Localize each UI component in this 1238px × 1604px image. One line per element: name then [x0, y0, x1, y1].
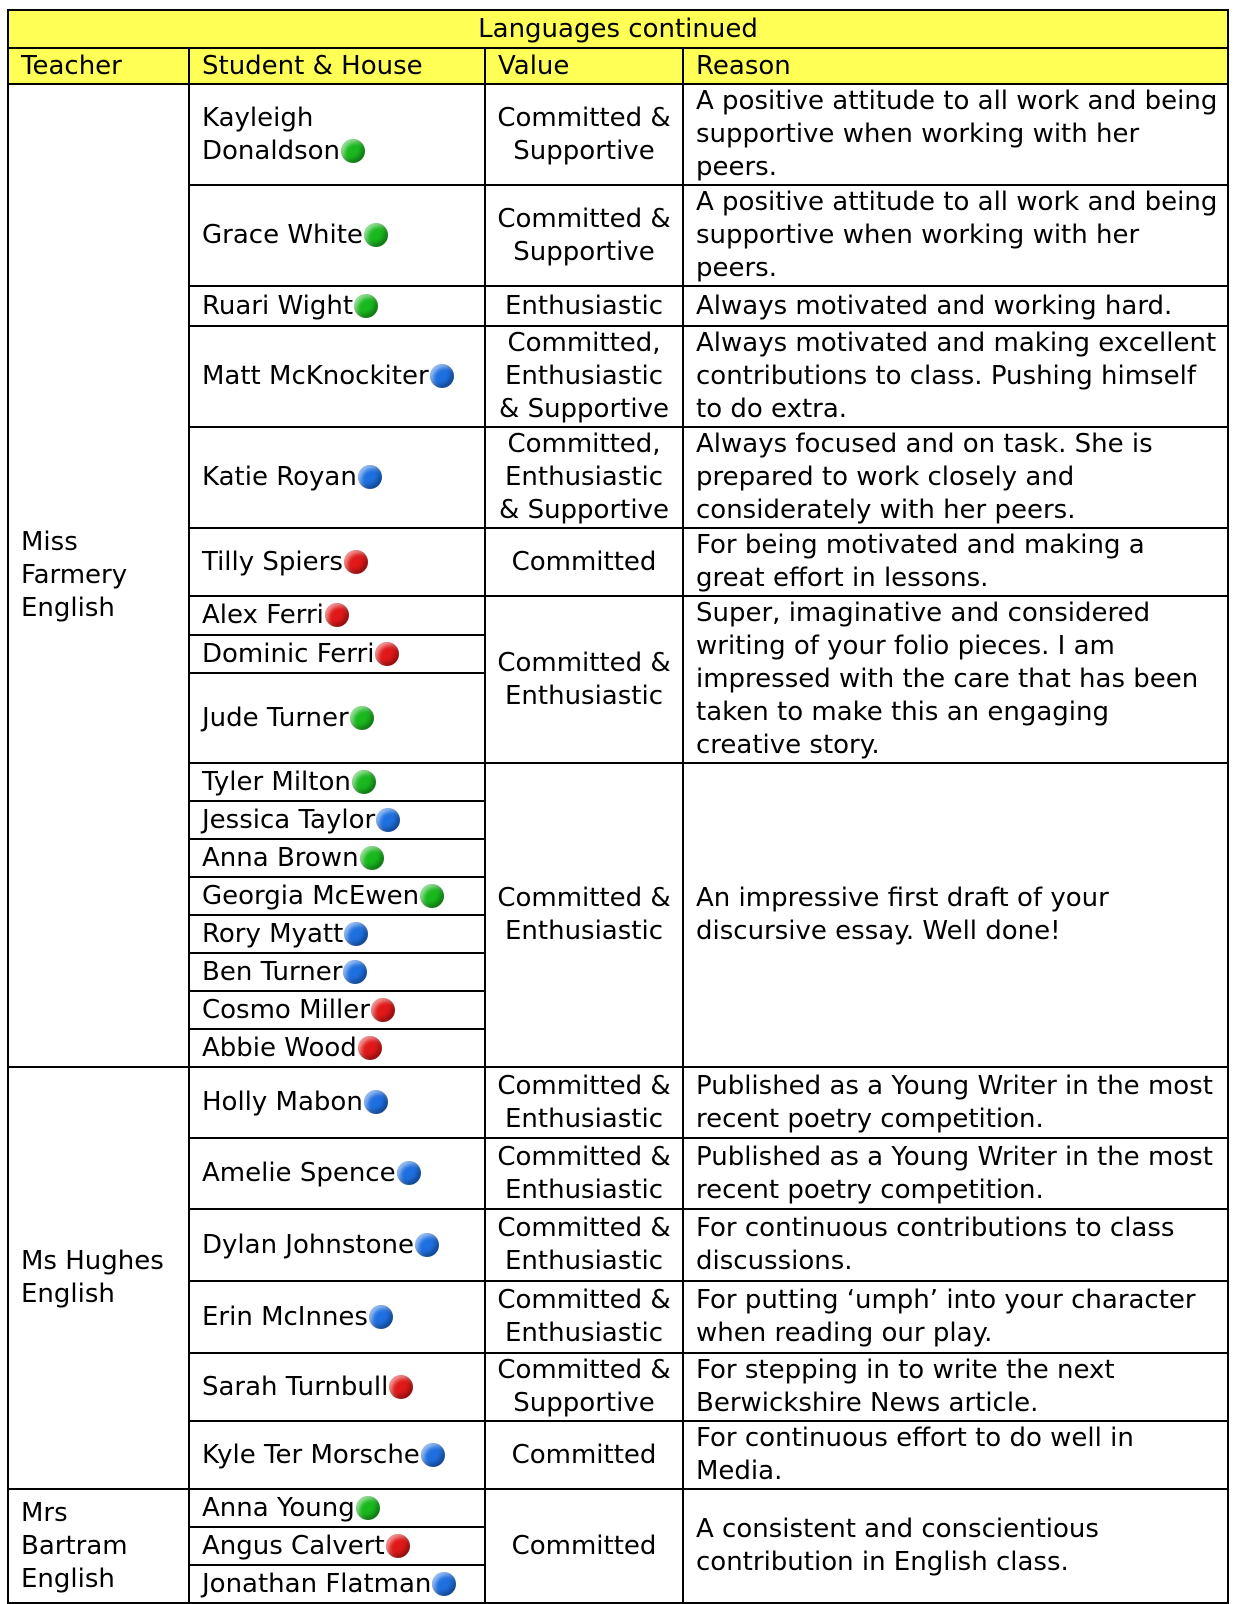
student-cell [189, 839, 485, 877]
student-name: Katie Royan [202, 462, 357, 492]
table-row [8, 185, 1228, 286]
reason-cell: For putting ‘umph’ into your character when reading our play. [683, 1281, 1228, 1353]
student-name: Jude Turner [202, 702, 349, 733]
value-cell [485, 1281, 683, 1353]
reason-cell: For continuous effort to do well in Media. [683, 1421, 1228, 1489]
house-dot-icon [364, 223, 388, 247]
student-cell [189, 326, 485, 427]
value-text: Enthusiastic [504, 680, 664, 711]
header-student: Student & House [189, 48, 485, 84]
student-name: Jonathan Flatman [202, 1568, 432, 1599]
student-name: Cosmo Miller [202, 994, 370, 1025]
house-dot-icon [358, 1036, 382, 1060]
student-name: Anna Brown [202, 842, 359, 873]
student-cell [189, 286, 485, 326]
student-cell [189, 673, 485, 763]
teacher-name: Mrs Bartram [21, 1497, 128, 1561]
house-dot-icon [341, 139, 365, 163]
student-cell [189, 635, 485, 674]
value-cell [485, 1421, 683, 1489]
reason-cell: A positive attitude to all work and being supportive when working with her peers. [683, 84, 1228, 185]
house-dot-icon [375, 642, 399, 666]
student-name: Georgia McEwen [202, 880, 420, 911]
value-cell [485, 596, 683, 763]
house-dot-icon [430, 364, 454, 388]
teacher-cell [8, 1489, 189, 1603]
reason-cell: Always motivated and making excellent contributions to class. Pushing himself to do extra. [683, 326, 1228, 427]
reason-cell: For stepping in to write the next Berwickshire News article. [683, 1353, 1228, 1421]
value-text: Committed [511, 1439, 657, 1470]
table-row [8, 1489, 1228, 1527]
value-text: Committed & [497, 102, 671, 133]
house-dot-icon [415, 1233, 439, 1257]
table-row [8, 763, 1228, 801]
house-dot-icon [356, 1496, 380, 1520]
student-name: Amelie Spence [202, 1158, 396, 1188]
student-cell [189, 427, 485, 528]
house-dot-icon [344, 550, 368, 574]
student-name: Matt McKnockiter [202, 361, 429, 391]
value-cell [485, 1489, 683, 1603]
house-dot-icon [354, 294, 378, 318]
table-row [8, 1209, 1228, 1281]
student-name: Kyle Ter Morsche [202, 1439, 420, 1470]
value-text: Enthusiastic [504, 361, 664, 391]
value-cell [485, 763, 683, 1067]
value-text: Committed & [497, 1285, 671, 1315]
student-name: Sarah Turnbull [202, 1371, 389, 1402]
table-row [8, 1281, 1228, 1353]
house-dot-icon [432, 1572, 456, 1596]
student-name: Holly Mabon [202, 1087, 363, 1117]
student-name: Abbie Wood [202, 1032, 357, 1063]
house-dot-icon [352, 770, 376, 794]
value-cell [485, 84, 683, 185]
reason-cell: A positive attitude to all work and being supportive when working with her peers. [683, 185, 1228, 286]
value-text: Enthusiastic [504, 1174, 664, 1205]
student-cell [189, 1489, 485, 1527]
house-dot-icon [358, 465, 382, 489]
table-row [8, 1067, 1228, 1138]
student-name: Ben Turner [202, 956, 343, 987]
value-cell [485, 185, 683, 286]
value-text: Committed & [497, 647, 671, 678]
student-cell [189, 1353, 485, 1421]
student-cell [189, 1281, 485, 1353]
value-text: Enthusiastic [504, 1318, 664, 1348]
reason-cell: Always focused and on task. She is prepared to work closely and considerately with her peers. [683, 427, 1228, 528]
value-text: Committed, [507, 328, 661, 358]
house-dot-icon [376, 808, 400, 832]
value-cell [485, 1067, 683, 1138]
value-cell [485, 1138, 683, 1209]
value-text: Supportive [513, 135, 655, 166]
header-reason: Reason [683, 48, 1228, 84]
student-name: Donaldson [202, 135, 340, 166]
table-row [8, 1353, 1228, 1421]
reason-cell: A consistent and conscientious contribution in English class. [683, 1489, 1228, 1603]
value-text: Supportive [513, 1388, 655, 1418]
table-row [8, 1138, 1228, 1209]
student-cell [189, 596, 485, 635]
value-text: & Supportive [499, 394, 669, 424]
teacher-name: Miss [21, 527, 78, 557]
student-name: Ruari Wight [202, 290, 354, 321]
value-text: Committed & [497, 1141, 671, 1172]
student-name: Alex Ferri [202, 599, 324, 630]
student-cell [189, 1421, 485, 1489]
student-name: Erin McInnes [202, 1301, 368, 1332]
value-text: Enthusiastic [504, 1103, 664, 1134]
header-teacher: Teacher [8, 48, 189, 84]
student-name: Tyler Milton [202, 766, 351, 797]
teacher-cell [8, 84, 189, 1067]
value-text: Committed & [497, 1355, 671, 1385]
teacher-cell [8, 1067, 189, 1489]
teacher-subject: English [21, 1279, 115, 1309]
header-value: Value [485, 48, 683, 84]
student-name: Dylan Johnstone [202, 1229, 414, 1260]
student-cell [189, 763, 485, 801]
house-dot-icon [371, 998, 395, 1022]
teacher-name: Ms Hughes [21, 1246, 164, 1276]
table-row [8, 596, 1228, 635]
student-name: Rory Myatt [202, 918, 344, 949]
table-row [8, 528, 1228, 596]
house-dot-icon [421, 1443, 445, 1467]
value-text: Committed [511, 546, 657, 577]
student-cell [189, 991, 485, 1029]
student-cell [189, 528, 485, 596]
house-dot-icon [397, 1161, 421, 1185]
value-text: Committed & [497, 1070, 671, 1101]
value-text: Committed [511, 1530, 657, 1561]
student-name: Grace White [202, 220, 363, 250]
value-text: Enthusiastic [504, 290, 664, 321]
awards-table [7, 9, 1229, 1604]
student-cell [189, 953, 485, 991]
table-row [8, 84, 1228, 185]
student-cell [189, 1067, 485, 1138]
student-name: Tilly Spiers [202, 546, 343, 577]
value-cell [485, 427, 683, 528]
reason-cell: Published as a Young Writer in the most recent poetry competition. [683, 1067, 1228, 1138]
student-cell [189, 1138, 485, 1209]
reason-cell: Super, imaginative and considered writing of your folio pieces. I am impressed with the care that has been taken to make this an engaging creative story. [683, 596, 1228, 763]
student-cell [189, 1209, 485, 1281]
table-row [8, 1421, 1228, 1489]
value-cell [485, 528, 683, 596]
house-dot-icon [344, 922, 368, 946]
house-dot-icon [369, 1305, 393, 1329]
value-text: Enthusiastic [504, 1246, 664, 1276]
reason-cell: Always motivated and working hard. [683, 286, 1228, 326]
student-cell [189, 801, 485, 839]
value-text: Committed, [507, 429, 661, 459]
house-dot-icon [350, 706, 374, 730]
student-name: Dominic Ferri [202, 638, 375, 669]
student-cell [189, 1029, 485, 1067]
student-cell [189, 1565, 485, 1603]
reason-cell: For continuous contributions to class discussions. [683, 1209, 1228, 1281]
house-dot-icon [420, 884, 444, 908]
student-name: Angus Calvert [202, 1530, 385, 1561]
teacher-subject: English [21, 593, 115, 623]
value-text: Enthusiastic [504, 916, 664, 946]
house-dot-icon [364, 1090, 388, 1114]
value-cell [485, 1209, 683, 1281]
teacher-subject: English [21, 1563, 115, 1594]
student-name: Jessica Taylor [202, 804, 376, 835]
value-text: Committed & [497, 203, 671, 234]
student-cell [189, 877, 485, 915]
value-cell [485, 286, 683, 326]
student-name: Anna Young [202, 1492, 355, 1523]
student-cell [189, 185, 485, 286]
reason-cell: An impressive first draft of your discursive essay. Well done! [683, 763, 1228, 1067]
reason-cell: For being motivated and making a great effort in lessons. [683, 528, 1228, 596]
house-dot-icon [389, 1375, 413, 1399]
teacher-name: Farmery [21, 560, 128, 590]
student-cell [189, 84, 485, 185]
house-dot-icon [386, 1534, 410, 1558]
student-cell [189, 1527, 485, 1565]
value-text: Committed & [497, 883, 671, 913]
student-name: Kayleigh [202, 102, 314, 133]
value-text: Supportive [513, 236, 655, 267]
house-dot-icon [360, 846, 384, 870]
value-text: Enthusiastic [504, 462, 664, 492]
value-cell [485, 1353, 683, 1421]
value-text: Committed & [497, 1213, 671, 1243]
value-text: & Supportive [499, 495, 669, 525]
house-dot-icon [325, 603, 349, 627]
student-cell [189, 915, 485, 953]
table-title: Languages continued [8, 10, 1228, 48]
house-dot-icon [343, 960, 367, 984]
table-row [8, 427, 1228, 528]
table-row [8, 326, 1228, 427]
table-row [8, 286, 1228, 326]
reason-cell: Published as a Young Writer in the most recent poetry competition. [683, 1138, 1228, 1209]
value-cell [485, 326, 683, 427]
